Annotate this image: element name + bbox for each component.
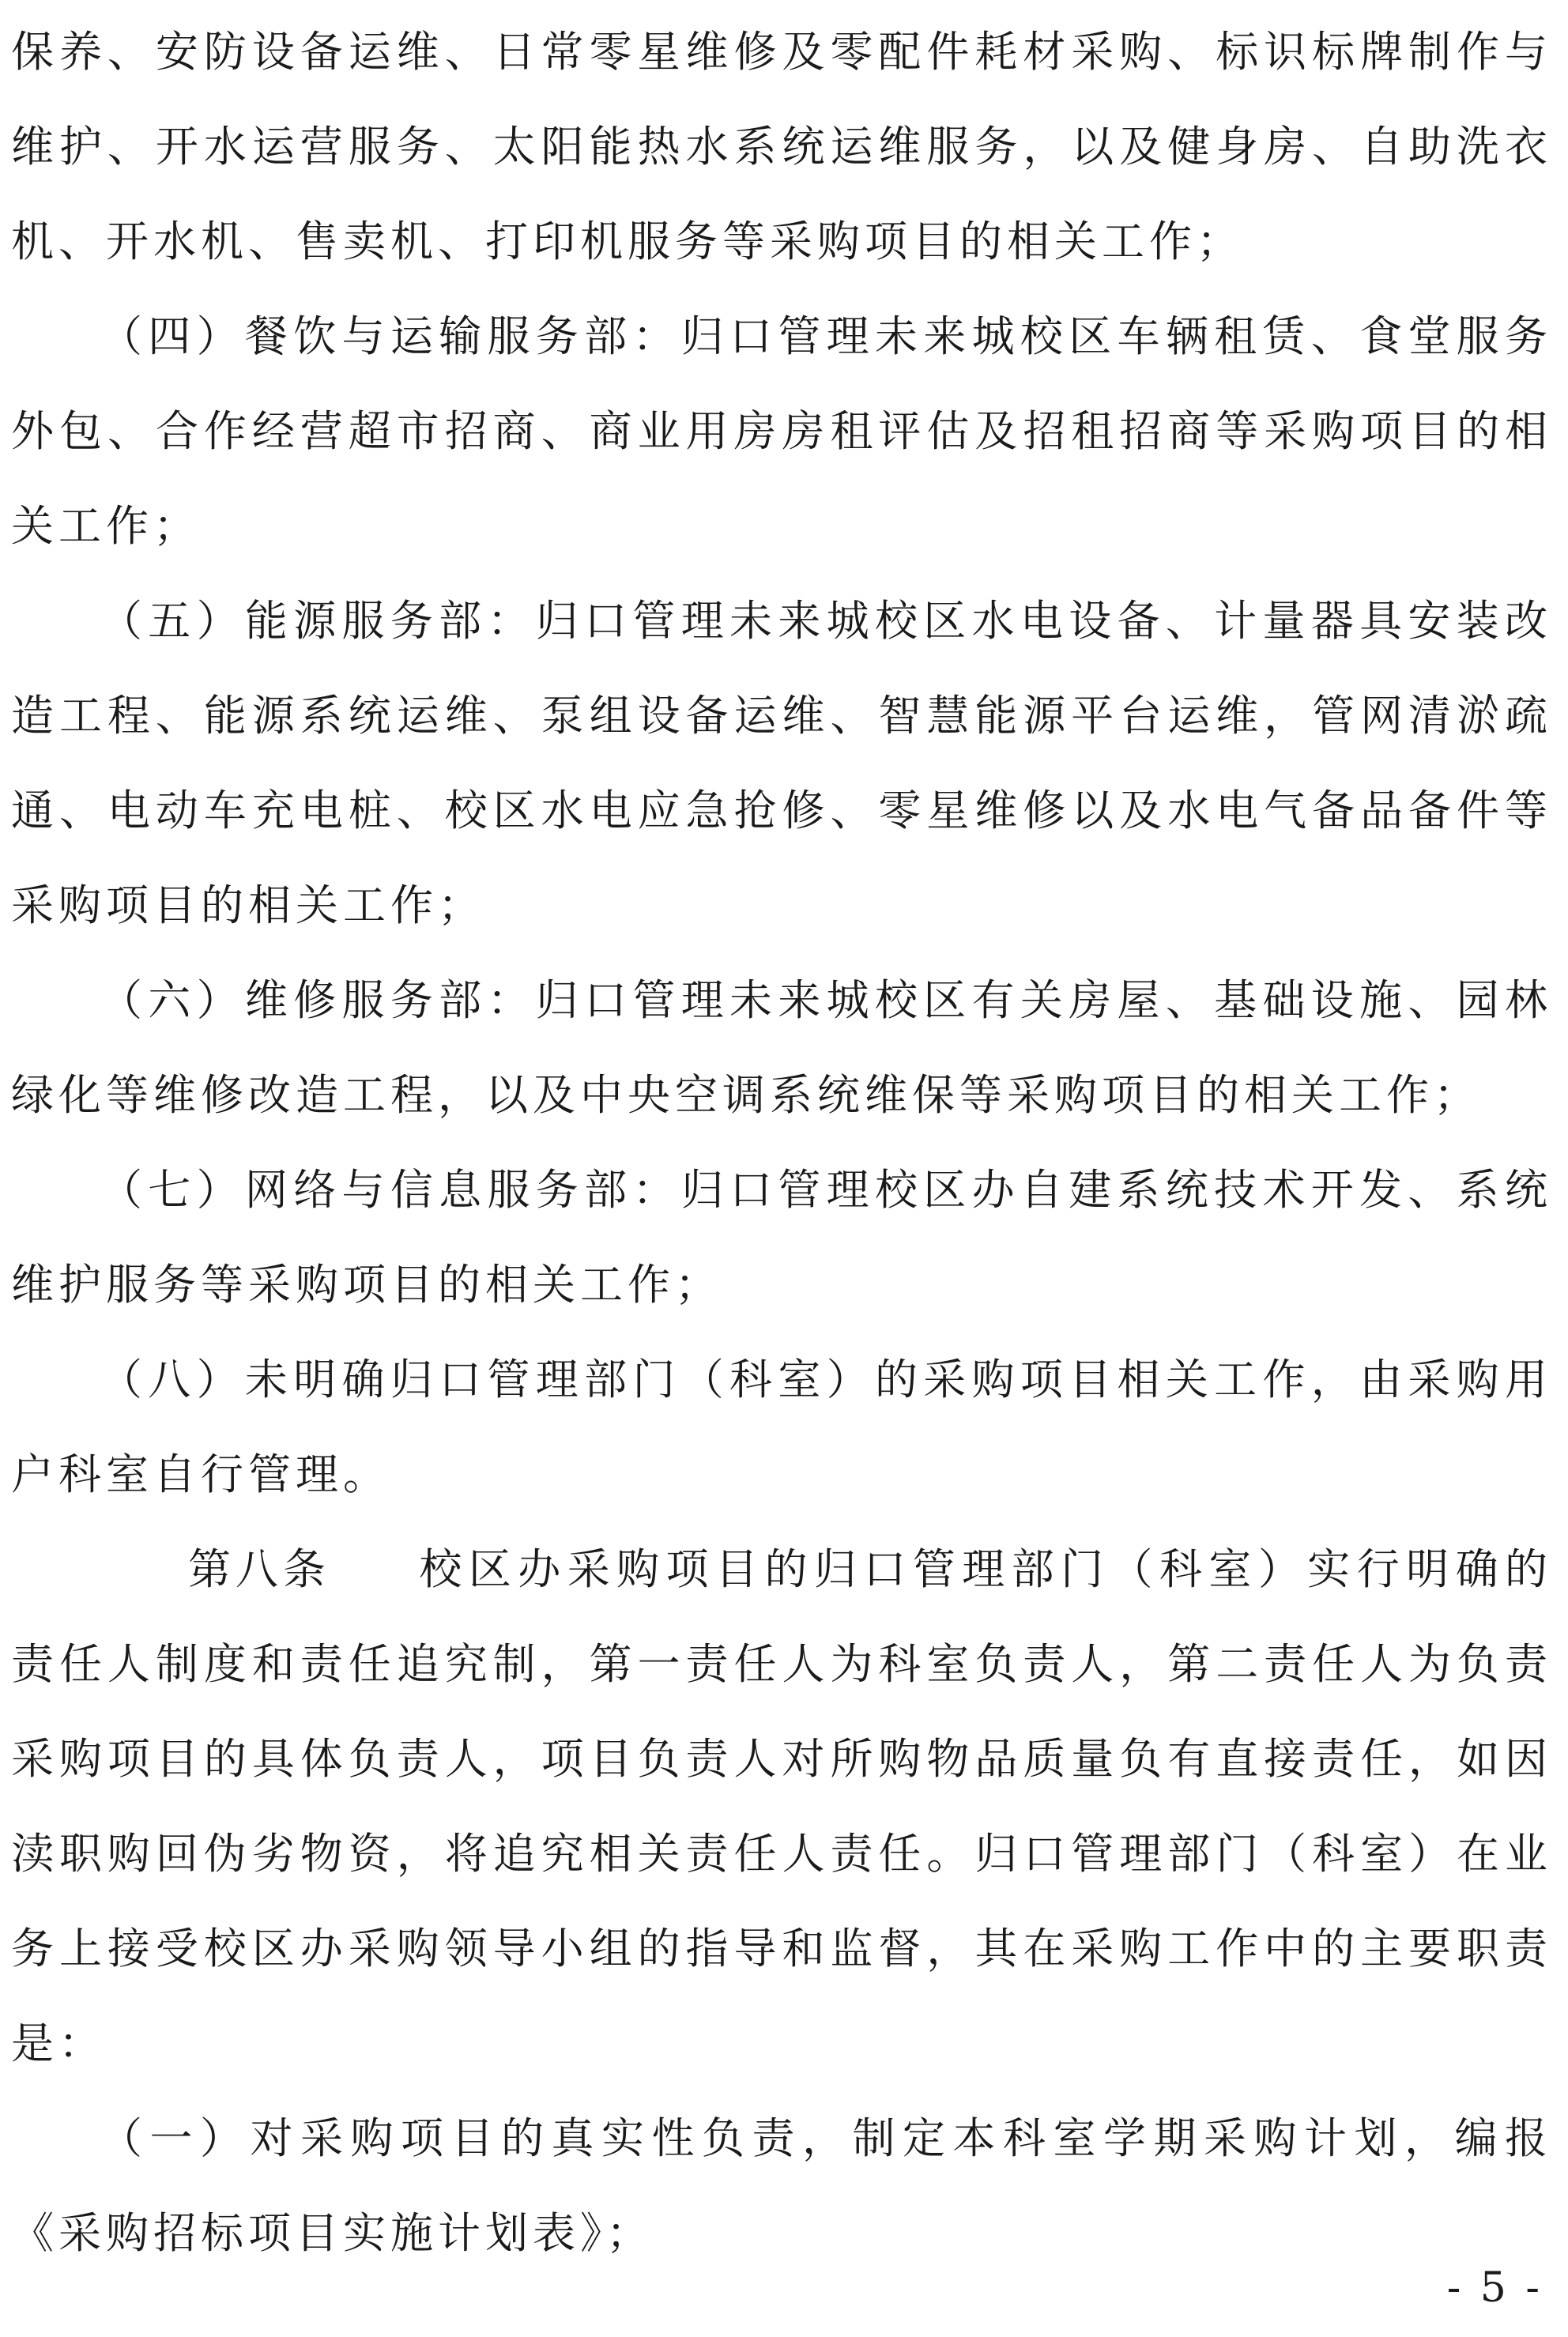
paragraph-continued: 保养、安防设备运维、日常零星维修及零配件耗材采购、标识标牌制作与维护、开水运营服务、太阳能热水系统运维服务，以及健身房、自助洗衣机、开水机、售卖机、打印机服务等采购项目的相关工作；: [11, 27, 1552, 266]
article-eight: [11, 1522, 1552, 2091]
paragraph-item-6: （六）维修服务部：归口管理未来城校区有关房屋、基础设施、园林绿化等维修改造工程，以及中央空调系统维保等采购项目的相关工作；: [11, 975, 1552, 1120]
article-label: 第八条: [188, 1544, 330, 1594]
paragraph-duty-1: （一）对采购项目的真实性负责，制定本科室学期采购计划，编报《采购招标项目实施计划表》；: [11, 2113, 1552, 2258]
document-body: [11, 5, 1552, 2281]
paragraph-item-5: （五）能源服务部：归口管理未来城校区水电设备、计量器具安装改造工程、能源系统运维、泵组设备运维、智慧能源平台运维，管网清淤疏通、电动车充电桩、校区水电应急抢修、零星维修以及水电气备品备件等采购项目的相关工作；: [11, 596, 1552, 930]
paragraph-item-8: （八）未明确归口管理部门（科室）的采购项目相关工作，由采购用户科室自行管理。: [11, 1355, 1552, 1499]
article-eight-text: 校区办采购项目的归口管理部门（科室）实行明确的责任人制度和责任追究制，第一责任人为科室负责人，第二责任人为负责采购项目的具体负责人，项目负责人对所购物品质量负有直接责任，如因渎职购回伪劣物资，将追究相关责任人责任。归口管理部门（科室）在业务上接受校区办采购领导小组的指导和监督，其在采购工作中的主要职责是：: [11, 1544, 1552, 2068]
paragraph-item-4: （四）餐饮与运输服务部：归口管理未来城校区车辆租赁、食堂服务外包、合作经营超市招商、商业用房房租评估及招租招商等采购项目的相关工作；: [11, 311, 1552, 551]
paragraph-item-7: （七）网络与信息服务部：归口管理校区办自建系统技术开发、系统维护服务等采购项目的相关工作；: [11, 1165, 1552, 1310]
page-number: - 5 -: [1446, 2264, 1543, 2312]
